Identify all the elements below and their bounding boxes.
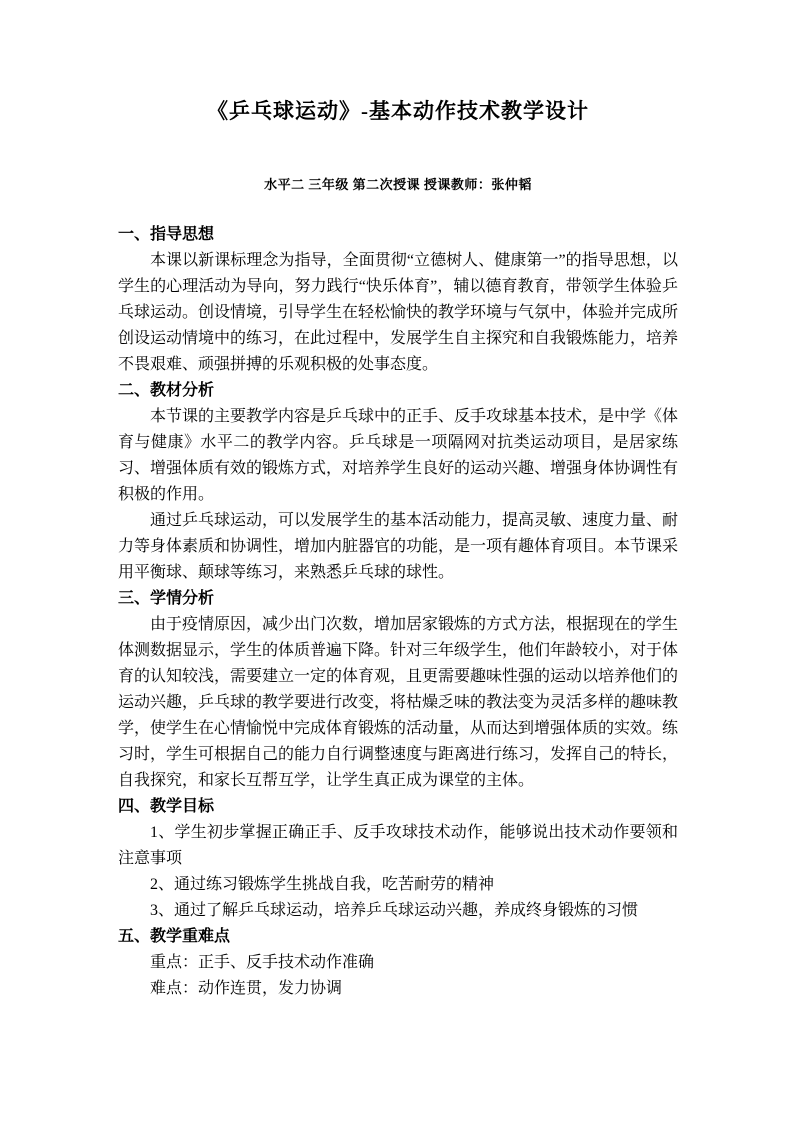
document-subtitle: 水平二 三年级 第二次授课 授课教师：张仲韬 (264, 177, 532, 192)
key-point-item: 重点：正手、反手技术动作准确 (150, 954, 375, 971)
section-heading-teaching-objectives: 四、教学目标 (118, 798, 215, 815)
objective-item: 2、通过练习锻炼学生挑战自我，吃苦耐劳的精神 (150, 876, 495, 893)
difficult-point-item: 难点：动作连贯，发力协调 (150, 980, 343, 997)
section-key-difficult-points (118, 924, 678, 1002)
section-heading-material-analysis: 二、教材分析 (118, 382, 215, 399)
section-guiding-ideology (118, 222, 678, 378)
paragraph: 本课以新课标理念为指导，全面贯彻“立德树人、健康第一”的指导思想，以学生的心理活动为导向，努力践行“快乐体育”，辅以德育教育，带领学生体验乒乓球运动。创设情境，引导学生在轻松愉快的教学环境与气氛中，体验并完成所创设运动情境中的练习，在此过程中，发展学生自主探究和自我锻炼能力，培养不畏艰难、顽强拼搏的乐观积极的处事态度。 (118, 252, 679, 373)
document-title: 《乒乓球运动》-基本动作技术教学设计 (207, 99, 589, 123)
paragraph: 由于疫情原因，减少出门次数，增加居家锻炼的方式方法，根据现在的学生体测数据显示，学生的体质普遍下降。针对三年级学生，他们年龄较小，对于体育的认知较浅，需要建立一定的体育观，且更需要趣味性强的运动以培养他们的运动兴趣，乒乓球的教学要进行改变，将枯燥乏味的教法变为灵活多样的趣味教学，使学生在心情愉悦中完成体育锻炼的活动量，从而达到增强体质的实效。练习时，学生可根据自己的能力自行调整速度与距离进行练习，发挥自己的特长，自我探究，和家长互帮互学，让学生真正成为课堂的主体。 (118, 616, 679, 789)
section-heading-key-difficult-points: 五、教学重难点 (118, 928, 231, 945)
objective-item: 3、通过了解乒乓球运动，培养乒乓球运动兴趣，养成终身锻炼的习惯 (150, 902, 639, 919)
section-heading-learner-analysis: 三、学情分析 (118, 590, 215, 607)
section-teaching-objectives (118, 794, 678, 924)
paragraph: 通过乒乓球运动，可以发展学生的基本活动能力，提高灵敏、速度力量、耐力等身体素质和协调性，增加内脏器官的功能，是一项有趣体育项目。本节课采用平衡球、颠球等练习，来熟悉乒乓球的球性。 (118, 512, 679, 581)
section-heading-guiding-ideology: 一、指导思想 (118, 226, 215, 243)
paragraph: 本节课的主要教学内容是乒乓球中的正手、反手攻球基本技术，是中学《体育与健康》水平二的教学内容。乒乓球是一项隔网对抗类运动项目，是居家练习、增强体质有效的锻炼方式，对培养学生良好的运动兴趣、增强身体协调性有积极的作用。 (118, 408, 679, 503)
section-material-analysis (118, 378, 678, 586)
section-learner-analysis (118, 586, 678, 794)
objective-item: 1、学生初步掌握正确正手、反手攻球技术动作，能够说出技术动作要领和注意事项 (118, 824, 678, 867)
